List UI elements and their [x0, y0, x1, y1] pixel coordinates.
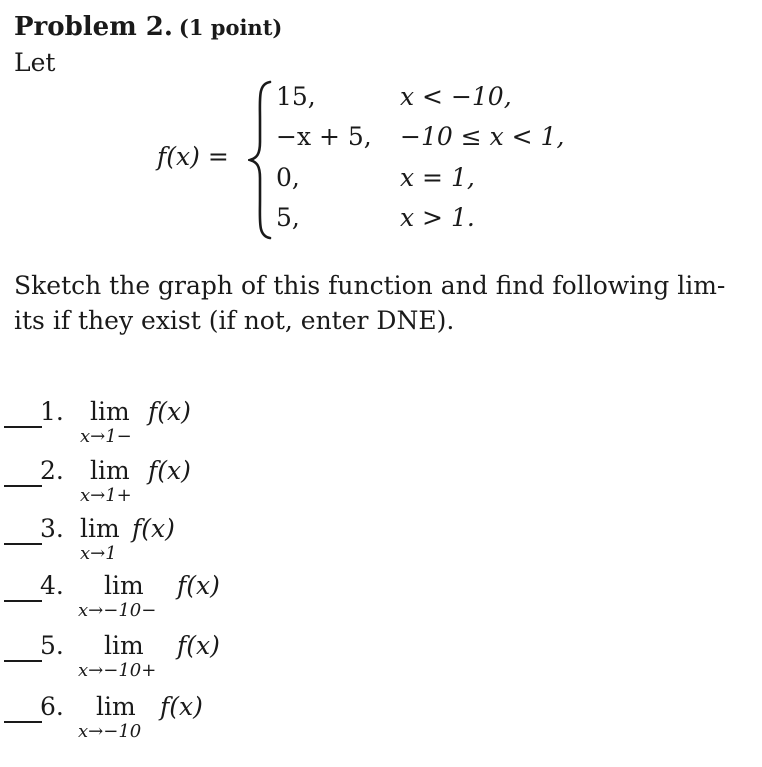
problem-description: Sketch the graph of this function and find following lim- its if they exist (if not, enter DNE).	[14, 271, 726, 335]
lim-function-4: f(x)	[177, 571, 220, 600]
lim-subscript-2: x→1+	[80, 485, 132, 506]
limit-number-3: 3.	[40, 514, 64, 543]
lim-word-2: lim	[90, 456, 130, 485]
lim-function-5: f(x)	[177, 631, 220, 660]
limit-number-4: 4.	[40, 571, 64, 600]
answer-blank-5[interactable]	[4, 660, 42, 662]
lim-function-3: f(x)	[132, 514, 175, 543]
answer-blank-1[interactable]	[4, 426, 42, 428]
case-expr-3: 0,	[276, 163, 300, 192]
problem-points: (1 point)	[178, 15, 283, 40]
lim-function-1: f(x)	[148, 397, 191, 426]
case-cond-2: −10 ≤ x < 1,	[400, 122, 565, 151]
limit-item-2	[0, 456, 420, 516]
problem-title: Problem 2.	[14, 12, 173, 42]
lim-word-5: lim	[104, 631, 144, 660]
answer-blank-3[interactable]	[4, 543, 42, 545]
function-label	[157, 142, 229, 171]
answer-blank-2[interactable]	[4, 485, 42, 487]
limit-item-3	[0, 514, 420, 574]
left-brace	[248, 80, 274, 240]
case-cond-1: x < −10,	[400, 82, 512, 111]
equals-sign: =	[207, 142, 229, 171]
problem-header	[14, 12, 282, 42]
case-expr-2: −x + 5,	[276, 122, 372, 151]
limit-number-1: 1.	[40, 397, 64, 426]
case-expr-1: 15,	[276, 82, 316, 111]
limit-number-6: 6.	[40, 692, 64, 721]
intro-text: Let	[14, 48, 56, 77]
limit-number-5: 5.	[40, 631, 64, 660]
lim-word-1: lim	[90, 397, 130, 426]
limit-item-6	[0, 692, 420, 752]
lim-function-2: f(x)	[148, 456, 191, 485]
answer-blank-6[interactable]	[4, 721, 42, 723]
lim-word-6: lim	[96, 692, 136, 721]
limit-item-1	[0, 397, 420, 457]
limit-number-2: 2.	[40, 456, 64, 485]
lim-subscript-5: x→−10+	[78, 660, 157, 681]
function-name: f	[157, 142, 167, 171]
lim-word-4: lim	[104, 571, 144, 600]
lim-subscript-3: x→1	[80, 543, 117, 564]
lim-function-6: f(x)	[160, 692, 203, 721]
function-arg: (x)	[166, 142, 200, 171]
lim-subscript-6: x→−10	[78, 721, 142, 742]
lim-word-3: lim	[80, 514, 120, 543]
case-expr-4: 5,	[276, 203, 300, 232]
case-cond-3: x = 1,	[400, 163, 475, 192]
case-cond-4: x > 1.	[400, 203, 475, 232]
answer-blank-4[interactable]	[4, 600, 42, 602]
limit-item-5	[0, 631, 420, 691]
limit-item-4	[0, 571, 420, 631]
lim-subscript-4: x→−10−	[78, 600, 157, 621]
lim-subscript-1: x→1−	[80, 426, 132, 447]
